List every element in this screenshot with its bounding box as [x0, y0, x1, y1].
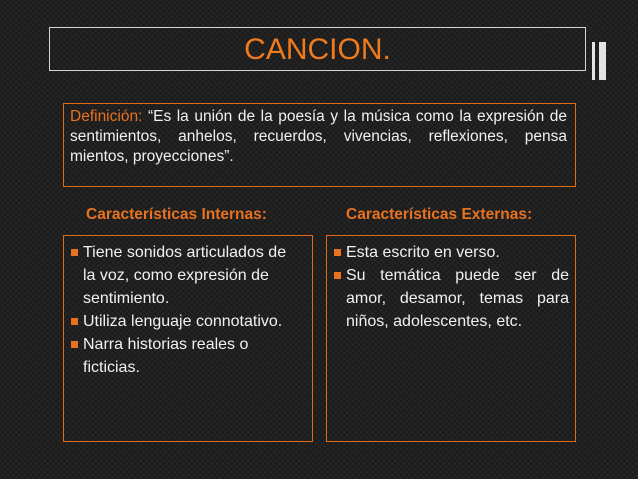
decorative-bar-thin: [592, 42, 595, 80]
internal-heading: Características Internas:: [86, 206, 267, 223]
external-heading: Características Externas:: [346, 206, 533, 223]
list-item: Esta escrito en verso.: [332, 241, 569, 264]
list-item: Tiene sonidos articulados de la voz, como expresión de sentimiento.: [69, 241, 293, 310]
definition-label: Definición:: [70, 108, 143, 125]
internal-characteristics-box: [63, 235, 313, 442]
external-list: [332, 241, 569, 333]
slide-title: CANCION.: [49, 27, 586, 71]
decorative-bar-thick: [599, 42, 606, 80]
list-item: Narra historias reales o ficticias.: [69, 333, 293, 379]
internal-list: [69, 241, 306, 379]
list-item: Su temática puede ser de amor, desamor, temas para niños, adolescentes, etc.: [332, 264, 569, 333]
definition-box: [63, 103, 576, 187]
definition-text: “Es la unión de la poesía y la música como la expresión de sentimientos, anhelos, recuerdos, vivencias, reflexiones, pensa mientos, proyecciones”.: [70, 108, 567, 165]
list-item: Utiliza lenguaje connotativo.: [69, 310, 293, 333]
external-characteristics-box: [326, 235, 576, 442]
